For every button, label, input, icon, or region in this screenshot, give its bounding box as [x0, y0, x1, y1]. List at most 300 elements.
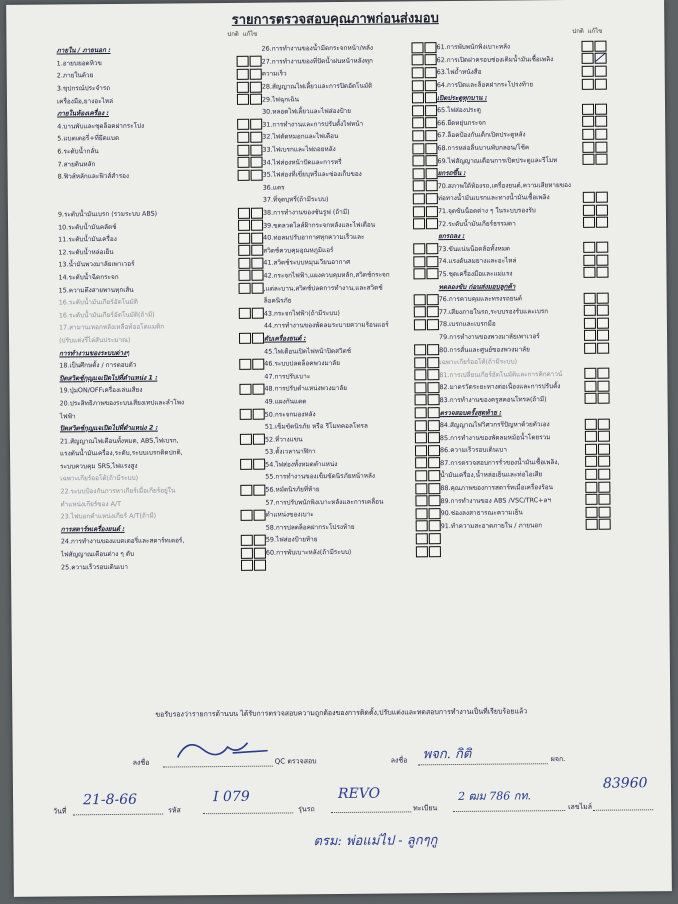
checkbox-normal[interactable] [583, 204, 595, 215]
plate-value: 2 ฒม 786 กท. [457, 789, 532, 803]
checkbox-normal[interactable] [584, 381, 596, 392]
checkbox-fixed[interactable] [429, 508, 441, 519]
checklist-item [437, 65, 607, 79]
checkbox-normal[interactable] [412, 92, 424, 103]
checkbox-fixed[interactable] [425, 143, 437, 154]
checkbox-normal[interactable] [239, 384, 251, 395]
checkbox-pair [237, 94, 262, 105]
checkbox-normal[interactable] [239, 333, 251, 344]
checkbox-pair [585, 443, 610, 454]
checkbox-fixed[interactable] [597, 292, 609, 303]
checkbox-normal[interactable] [585, 431, 597, 442]
checkbox-normal[interactable] [237, 56, 249, 67]
checkbox-fixed[interactable] [254, 535, 266, 546]
checklist-item-label: 38.การทำงานของซันรูฟ (ถ้ามี) [262, 207, 350, 217]
checkbox-pair [240, 409, 265, 420]
checkbox-pair [241, 535, 266, 546]
checklist-item-label: 86.ความเร็วรอบเดินเบา [439, 445, 507, 455]
checkbox-fixed[interactable] [427, 306, 439, 317]
checkbox-fixed[interactable] [599, 519, 611, 530]
checkbox-fixed[interactable] [253, 409, 265, 420]
checkbox-pair [415, 495, 440, 506]
checkbox-pair [238, 232, 263, 243]
checkbox-fixed[interactable] [596, 242, 608, 253]
checkbox-normal[interactable] [240, 434, 252, 445]
checkbox-fixed[interactable] [251, 220, 263, 231]
checkbox-normal[interactable] [584, 318, 596, 329]
checkbox-fixed[interactable] [595, 66, 607, 77]
checkbox-normal[interactable] [240, 409, 252, 420]
checkbox-normal[interactable] [414, 307, 426, 318]
checkbox-fixed[interactable] [426, 218, 438, 229]
checkbox-fixed[interactable] [425, 55, 437, 66]
checkbox-pair [415, 407, 440, 418]
checkbox-fixed[interactable] [427, 369, 439, 380]
checklist-item [439, 329, 609, 343]
checkbox-pair [415, 458, 440, 469]
checkbox-normal[interactable] [415, 458, 427, 469]
checkbox-normal[interactable] [583, 267, 595, 278]
checkbox-fixed[interactable] [429, 533, 441, 544]
checkbox-fixed[interactable] [597, 343, 609, 354]
checkbox-fixed[interactable] [426, 256, 438, 267]
checkbox-fixed[interactable] [251, 207, 263, 218]
checklist-item-label: 79.การทำงานของพวงมาลัยเพาเวอร์ [439, 332, 540, 342]
checkbox-normal[interactable] [240, 459, 252, 470]
checkbox-normal[interactable] [238, 245, 250, 256]
checklist-item-label: 47.การปรับเบาะ [264, 371, 311, 381]
checkbox-normal[interactable] [416, 508, 428, 519]
checkbox-fixed[interactable] [254, 509, 266, 520]
checkbox-pair [237, 119, 262, 130]
certification-statement: ขอรับรองว่ารายการด้านบน ได้รับการตรวจสอบความถูกต้องของการติดตั้ง,ปรับแต่งและทดสอบการทำงานเป็นที่เรียบร้อยแล้ว [155, 707, 528, 719]
checkbox-fixed[interactable] [253, 459, 265, 470]
checklist-item-label: 52.ที่วางแขน [264, 435, 303, 444]
checkbox-normal[interactable] [582, 116, 594, 127]
checkbox-fixed[interactable] [429, 520, 441, 531]
checkbox-normal[interactable] [415, 432, 427, 443]
checkbox-normal[interactable] [412, 55, 424, 66]
checkbox-normal[interactable] [582, 66, 594, 77]
checkbox-normal[interactable] [412, 155, 424, 166]
checklist-item-label: 84.สัญญาณไฟวิศวกรรีปัญหาด้วยตัวเอง [439, 420, 550, 430]
checkbox-pair [582, 78, 607, 89]
checkbox-normal[interactable] [412, 118, 424, 129]
checkbox-pair [585, 481, 610, 492]
checkbox-normal[interactable] [412, 80, 424, 91]
checkbox-normal[interactable] [586, 507, 598, 518]
checkbox-normal[interactable] [412, 143, 424, 154]
checklist-item-label: 19.ปุ่มON/OFFเครื่องเล่นเสียง [59, 386, 143, 395]
checkbox-normal[interactable] [584, 305, 596, 316]
checkbox-normal[interactable] [416, 533, 428, 544]
checkbox-fixed[interactable] [598, 456, 610, 467]
checkbox-fixed[interactable] [428, 483, 440, 494]
checkbox-pair [238, 270, 263, 281]
checkbox-fixed[interactable] [427, 319, 439, 330]
checkbox-normal[interactable] [241, 510, 253, 521]
checklist-item-label: ตรวจสอบครั้งสุดท้าย : [439, 408, 502, 417]
checklist-item [441, 506, 611, 520]
checkbox-fixed[interactable] [598, 418, 610, 429]
checkbox-normal[interactable] [414, 357, 426, 368]
checkbox-normal[interactable] [582, 104, 594, 115]
checkbox-pair [412, 105, 437, 116]
checkbox-normal[interactable] [412, 105, 424, 116]
checkbox-fixed[interactable] [426, 180, 438, 191]
checkbox-fixed[interactable] [254, 560, 266, 571]
checkbox-fixed[interactable] [598, 494, 610, 505]
checkbox-fixed[interactable] [596, 204, 608, 215]
checkbox-fixed[interactable] [425, 67, 437, 78]
checkbox-normal[interactable] [238, 170, 250, 181]
checkbox-fixed[interactable] [595, 53, 607, 64]
checklist-item [440, 443, 610, 457]
checkbox-pair [585, 456, 610, 467]
checkbox-pair [413, 218, 438, 229]
checkbox-normal[interactable] [238, 258, 250, 269]
checklist-item-label: ,แต่ละบาน,สวิตช์ปลดการทำงาน,และสวิตช์ [263, 283, 383, 293]
checkbox-pair [241, 509, 266, 520]
checkbox-normal[interactable] [237, 144, 249, 155]
checkbox-pair [583, 242, 608, 253]
checkbox-normal[interactable] [416, 546, 428, 557]
checkbox-pair [583, 192, 608, 203]
checkbox-fixed[interactable] [425, 130, 437, 141]
checkbox-fixed[interactable] [250, 56, 262, 67]
checklist-item-label: 80.การสั่นและศูนย์ของพวงมาลัย [439, 344, 530, 354]
checkbox-fixed[interactable] [595, 141, 607, 152]
checkbox-fixed[interactable] [250, 94, 262, 105]
checkbox-normal[interactable] [239, 358, 251, 369]
inspection-form-sheet [6, 0, 672, 897]
checkbox-fixed[interactable] [251, 169, 263, 180]
checkbox-pair [414, 369, 439, 380]
checkbox-fixed[interactable] [596, 267, 608, 278]
checkbox-fixed[interactable] [425, 105, 437, 116]
checkbox-normal[interactable] [237, 157, 249, 168]
checkbox-normal[interactable] [413, 193, 425, 204]
checkbox-fixed[interactable] [425, 117, 437, 128]
checkbox-fixed[interactable] [428, 407, 440, 418]
checkbox-fixed[interactable] [594, 40, 606, 51]
checkbox-normal[interactable] [585, 469, 597, 480]
checkbox-normal[interactable] [237, 119, 249, 130]
checkbox-pair [583, 204, 608, 215]
checkbox-fixed[interactable] [250, 144, 262, 155]
checkbox-normal[interactable] [582, 53, 594, 64]
checklist-item-label: 41.สวิตช์ระบบหมุนเวียนอากาศ [263, 258, 351, 268]
checkbox-normal[interactable] [239, 308, 251, 319]
checkbox-normal[interactable] [582, 78, 594, 89]
checkbox-fixed[interactable] [252, 383, 264, 394]
checkbox-fixed[interactable] [597, 330, 609, 341]
checkbox-pair [237, 56, 262, 67]
checkbox-normal[interactable] [413, 168, 425, 179]
checkbox-fixed[interactable] [599, 506, 611, 517]
checkbox-fixed[interactable] [426, 168, 438, 179]
checkbox-normal[interactable] [585, 418, 597, 429]
checkbox-normal[interactable] [238, 220, 250, 231]
checklist-item-label: 35.ไฟส่องที่เขี่ยบุหรี่และช่องเก็บของ [262, 170, 362, 179]
checklist-item [266, 545, 441, 559]
checkbox-normal[interactable] [239, 283, 251, 294]
checkbox-pair [238, 169, 263, 180]
checkbox-fixed[interactable] [427, 344, 439, 355]
checkbox-normal[interactable] [241, 535, 253, 546]
checkbox-normal[interactable] [413, 181, 425, 192]
checkbox-fixed[interactable] [252, 308, 264, 319]
checkbox-fixed[interactable] [595, 78, 607, 89]
checkbox-normal[interactable] [237, 69, 249, 80]
checklist-item-label: 39.ขดลวดไลส์ฝ้ากระจกหลังและไฟเตือน [263, 220, 376, 230]
checkbox-fixed[interactable] [597, 368, 609, 379]
column-1 [56, 29, 267, 691]
checkbox-normal[interactable] [582, 129, 594, 140]
checkbox-fixed[interactable] [426, 193, 438, 204]
checkbox-normal[interactable] [582, 141, 594, 152]
checkbox-pair [585, 393, 610, 404]
checkbox-pair [414, 382, 439, 393]
checkbox-pair [414, 306, 439, 317]
checkbox-normal[interactable] [583, 192, 595, 203]
checklist-item [437, 52, 607, 66]
checkbox-fixed[interactable] [424, 42, 436, 53]
checklist-item-label: 42.กระจกไฟฟ้า,แผงควบคุมหลัก,สวิตช์กระจก [263, 270, 390, 280]
checkbox-fixed[interactable] [595, 116, 607, 127]
checkbox-pair [413, 193, 438, 204]
checkbox-fixed[interactable] [253, 434, 265, 445]
checkbox-pair [413, 168, 438, 179]
checkbox-fixed[interactable] [254, 547, 266, 558]
checklist-item-label: เปิดประตูทุกบาน : [436, 93, 488, 102]
checkbox-fixed[interactable] [596, 217, 608, 228]
checkbox-fixed[interactable] [595, 103, 607, 114]
checklist-item-label: 51.เข็มขัดนิรภัย หรือ รีโมทคอลโทรล [264, 421, 368, 431]
checkbox-fixed[interactable] [428, 495, 440, 506]
checkbox-normal[interactable] [584, 330, 596, 341]
checkbox-fixed[interactable] [427, 357, 439, 368]
checklist-item-label: 59.ไฟส่องป้ายท้าย [265, 535, 318, 545]
checkbox-normal[interactable] [585, 444, 597, 455]
checkbox-fixed[interactable] [426, 269, 438, 280]
checkbox-fixed[interactable] [425, 92, 437, 103]
dotted-line [163, 766, 273, 768]
checkbox-fixed[interactable] [250, 132, 262, 143]
checkbox-pair [240, 459, 265, 470]
checkbox-fixed[interactable] [598, 393, 610, 404]
checkbox-normal[interactable] [585, 393, 597, 404]
checkbox-normal[interactable] [585, 481, 597, 492]
checkbox-pair [413, 269, 438, 280]
checkbox-pair [585, 418, 610, 429]
checkbox-normal[interactable] [415, 470, 427, 481]
checkbox-fixed[interactable] [595, 154, 607, 165]
checkbox-fixed[interactable] [427, 294, 439, 305]
checklist-item-label: 49.แผงกันแดด [264, 397, 307, 406]
checklist-item [437, 103, 607, 117]
checkbox-normal[interactable] [414, 319, 426, 330]
checklist-rows [436, 40, 610, 533]
checkbox-pair [411, 42, 436, 53]
checkbox-normal[interactable] [237, 132, 249, 143]
checkbox-fixed[interactable] [252, 358, 264, 369]
checkbox-pair [583, 255, 608, 266]
checklist-item-label: 72.ระดับน้ำมันเกียร์ธรรมดา [438, 219, 516, 228]
checklist-item-label: 17.สามานเทอกหลังเหลือท์ออโตแมติก [58, 322, 165, 332]
checkbox-fixed[interactable] [596, 255, 608, 266]
checklist-item [437, 128, 607, 142]
checkbox-normal[interactable] [414, 294, 426, 305]
checklist-item-label: 64.การปิดและล็อคฝากระโปรงท้าย [436, 80, 534, 90]
checklist-item-label: 44.การทำงานของพัดลมระบายความร้อนแอร์ [263, 320, 389, 331]
checkbox-normal[interactable] [413, 244, 425, 255]
checkbox-pair [413, 180, 438, 191]
checkbox-normal[interactable] [583, 242, 595, 253]
checklist-item [438, 203, 608, 217]
checkbox-fixed[interactable] [252, 283, 264, 294]
checkbox-normal[interactable] [238, 232, 250, 243]
checkbox-fixed[interactable] [250, 81, 262, 92]
checkbox-fixed[interactable] [597, 380, 609, 391]
checkbox-normal[interactable] [414, 369, 426, 380]
handwritten-note: ตรม: พ่อแม่ไป - ลูกๆกู [313, 833, 438, 850]
checkbox-fixed[interactable] [251, 258, 263, 269]
checkbox-fixed[interactable] [427, 382, 439, 393]
checkbox-pair [416, 520, 441, 531]
checkbox-fixed[interactable] [250, 69, 262, 80]
checklist-item-label: 45.ไฟเตือนเปิดไฟหน้าปิดสวิตช์ [264, 346, 352, 356]
checklist-item-label: 78.เบรกและเบรกมือ [438, 319, 496, 329]
checkbox-fixed[interactable] [428, 395, 440, 406]
checkbox-normal[interactable] [583, 255, 595, 266]
checkbox-fixed[interactable] [251, 232, 263, 243]
checkbox-fixed[interactable] [428, 445, 440, 456]
checkbox-fixed[interactable] [595, 129, 607, 140]
checkbox-normal[interactable] [581, 41, 593, 52]
checkbox-normal[interactable] [241, 560, 253, 571]
checklist-item-label: 33.ไฟเบรกและไฟถอยหลัง [262, 145, 336, 154]
checklist-item [439, 317, 609, 331]
checkbox-pair [240, 484, 265, 495]
checkbox-fixed[interactable] [597, 305, 609, 316]
checkbox-normal[interactable] [240, 484, 252, 495]
checkbox-fixed[interactable] [250, 157, 262, 168]
checklist-item-label: 16.ระดับน้ำมันเกียร์อัตโนมัติ [58, 297, 138, 307]
checkbox-normal[interactable] [415, 407, 427, 418]
checkbox-pair [238, 207, 263, 218]
checkbox-normal[interactable] [413, 269, 425, 280]
checkbox-normal[interactable] [585, 456, 597, 467]
checkbox-fixed[interactable] [252, 333, 264, 344]
checkbox-normal[interactable] [411, 42, 423, 53]
column-header: ปกติ แก้ไข [572, 27, 603, 35]
checklist-item-label: 50.กระจกมองหลัง [264, 409, 316, 419]
checklist-item-label: 1.อายบยอดหิวข [56, 58, 102, 68]
checklist-item-label: 90.ช่องลงสาธารณะความเย็น [440, 508, 523, 518]
checkbox-fixed[interactable] [598, 443, 610, 454]
checklist-item [440, 480, 610, 494]
checklist-rows [261, 41, 440, 559]
checkbox-pair [582, 141, 607, 152]
checkbox-normal[interactable] [413, 206, 425, 217]
checkbox-normal[interactable] [237, 94, 249, 105]
checkbox-fixed[interactable] [426, 243, 438, 254]
checkbox-normal[interactable] [238, 270, 250, 281]
checkbox-normal[interactable] [412, 67, 424, 78]
checkbox-normal[interactable] [415, 495, 427, 506]
checkbox-fixed[interactable] [425, 80, 437, 91]
checklist-item-label: ไฟฟ้า [59, 411, 76, 420]
checkbox-normal[interactable] [585, 494, 597, 505]
checkbox-normal[interactable] [238, 207, 250, 218]
manager-title: ผจก. [550, 755, 566, 764]
checkbox-normal[interactable] [582, 154, 594, 165]
checkbox-normal[interactable] [584, 292, 596, 303]
checkbox-normal[interactable] [241, 547, 253, 558]
checkbox-pair [416, 508, 441, 519]
checkbox-normal[interactable] [586, 519, 598, 530]
checkbox-normal[interactable] [415, 445, 427, 456]
checklist-item [438, 266, 608, 280]
checkbox-normal[interactable] [412, 130, 424, 141]
checkbox-normal[interactable] [413, 218, 425, 229]
checklist-item-label: 20.ประสิทธิภาพของระบบเสียงเทปและลำโพง [59, 398, 185, 408]
checkbox-fixed[interactable] [426, 206, 438, 217]
checkbox-fixed[interactable] [598, 431, 610, 442]
checklist-item-label: 61.การพับพนักพิงเบาะหลัง [436, 42, 511, 52]
checkbox-fixed[interactable] [598, 481, 610, 492]
checkbox-pair [415, 445, 440, 456]
checkbox-fixed[interactable] [253, 484, 265, 495]
checkbox-normal[interactable] [415, 395, 427, 406]
checkbox-normal[interactable] [415, 483, 427, 494]
checkbox-normal[interactable] [415, 420, 427, 431]
checkbox-fixed[interactable] [598, 469, 610, 480]
checkbox-pair [412, 117, 437, 128]
checkbox-fixed[interactable] [429, 546, 441, 557]
checkbox-normal[interactable] [414, 344, 426, 355]
checkbox-fixed[interactable] [251, 245, 263, 256]
checkbox-pair [239, 383, 264, 394]
checklist-item [440, 468, 610, 482]
checkbox-fixed[interactable] [596, 192, 608, 203]
checkbox-fixed[interactable] [250, 119, 262, 130]
checkbox-fixed[interactable] [597, 317, 609, 328]
checkbox-pair [582, 103, 607, 114]
checkbox-normal[interactable] [584, 343, 596, 354]
checkbox-fixed[interactable] [428, 458, 440, 469]
checklist-item-label: 57.การปรับพนักพิงเบาะหลังและการเคลื่อน [265, 497, 384, 507]
checklist-item [440, 455, 610, 469]
checklist-item-label: 22.ระบบป้องกันการหาเกียร์เมื่อเกียร์อยู่ใน [60, 486, 176, 496]
checkbox-fixed[interactable] [428, 470, 440, 481]
checkbox-normal[interactable] [237, 81, 249, 92]
checklist-item-label: 4.บานพับและชุดล็อคฝากระโปง [57, 121, 145, 131]
checkbox-normal[interactable] [414, 382, 426, 393]
checkbox-fixed[interactable] [428, 432, 440, 443]
checkbox-normal[interactable] [413, 256, 425, 267]
checkbox-fixed[interactable] [251, 270, 263, 281]
checkbox-fixed[interactable] [428, 420, 440, 431]
checkbox-normal[interactable] [583, 217, 595, 228]
checklist-item-label: 75.ชุดเครื่องมือและแม่แรง [438, 269, 513, 279]
checkbox-fixed[interactable] [425, 155, 437, 166]
checkbox-normal[interactable] [416, 521, 428, 532]
checklist-item-label: 74.แรงดันลมยางและอะไหล่ [438, 256, 517, 266]
checklist-item-label: ดับเครื่องยนต์ : [264, 334, 307, 343]
checkbox-normal[interactable] [584, 368, 596, 379]
